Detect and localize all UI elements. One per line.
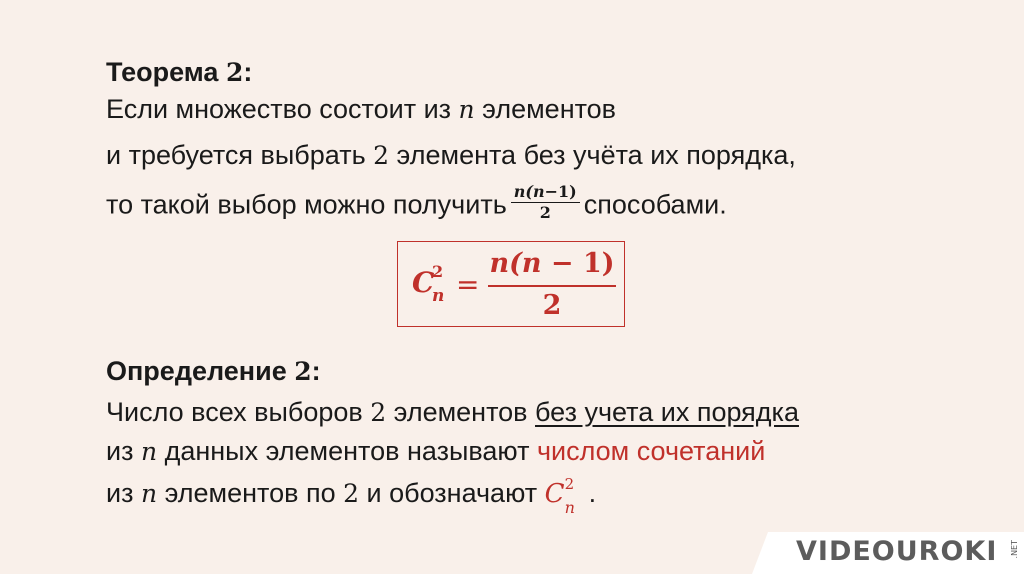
definition-colon: : xyxy=(311,356,321,386)
math-sup: 2 xyxy=(564,475,575,493)
text: элементов xyxy=(474,94,617,124)
inline-fraction xyxy=(511,182,580,223)
fraction-denominator: 2 xyxy=(539,203,551,222)
text: . xyxy=(588,478,597,508)
theorem-number: 2 xyxy=(225,58,244,87)
text: данных элементов называют xyxy=(157,436,537,466)
formula-c: C xyxy=(412,266,435,299)
combination-formula-box xyxy=(397,241,625,327)
formula-superscript: 2 xyxy=(432,262,444,281)
math-num: 2 xyxy=(373,141,390,170)
definition-title xyxy=(106,353,321,390)
text: из xyxy=(106,436,141,466)
combination-symbol xyxy=(544,475,589,517)
math-c: C xyxy=(544,479,565,509)
math-text: (n− xyxy=(525,182,559,201)
formula-denominator: 2 xyxy=(542,290,562,321)
math-var-n: n xyxy=(140,479,158,508)
math-paren: ) xyxy=(569,182,577,201)
definition-line-1 xyxy=(106,394,799,431)
text: и требуется выбрать xyxy=(106,140,374,170)
logo-text: VIDEOUROKI xyxy=(796,536,998,567)
theorem-line-3 xyxy=(106,182,727,227)
math-var-n: n xyxy=(458,95,475,124)
math-num: 1 xyxy=(582,248,602,279)
text: то такой выбор можно получить xyxy=(106,189,507,220)
formula-numerator xyxy=(488,248,616,279)
formula-equals: = xyxy=(456,268,480,301)
text: из xyxy=(106,478,141,508)
logo-suffix: .NET xyxy=(1010,540,1019,559)
text: Число всех выборов xyxy=(106,397,371,427)
math-num: 2 xyxy=(370,398,387,427)
text: и обозначают xyxy=(359,478,545,508)
videouroki-logo[interactable] xyxy=(752,532,1024,574)
theorem-title-text: Теорема xyxy=(106,57,226,87)
fraction-numerator xyxy=(511,182,580,202)
theorem-title xyxy=(106,54,252,91)
math-text: n(n − xyxy=(489,248,583,279)
math-sub: n xyxy=(564,498,575,517)
math-var-n: n xyxy=(513,182,526,201)
theorem-colon: : xyxy=(243,57,253,87)
theorem-line-1 xyxy=(106,91,616,128)
definition-line-3 xyxy=(106,475,597,517)
definition-line-2 xyxy=(106,433,765,470)
highlighted-term: числом сочетаний xyxy=(536,436,766,466)
math-var-n: n xyxy=(140,437,158,466)
math-num: 2 xyxy=(343,479,359,508)
text: Если множество состоит из xyxy=(106,94,459,124)
math-paren: ) xyxy=(601,248,615,279)
definition-title-text: Определение xyxy=(106,356,295,386)
text: элементов xyxy=(386,397,536,427)
math-num: 1 xyxy=(558,182,570,201)
text: элементов по xyxy=(157,478,344,508)
theorem-line-2 xyxy=(106,137,796,174)
formula-subscript: n xyxy=(432,286,445,306)
definition-number: 2 xyxy=(294,357,312,386)
text: элемента без учёта их порядка, xyxy=(389,140,796,170)
text: способами. xyxy=(583,189,727,220)
underlined-phrase: без учета их порядка xyxy=(535,397,799,427)
formula-fraction-bar xyxy=(488,285,616,287)
